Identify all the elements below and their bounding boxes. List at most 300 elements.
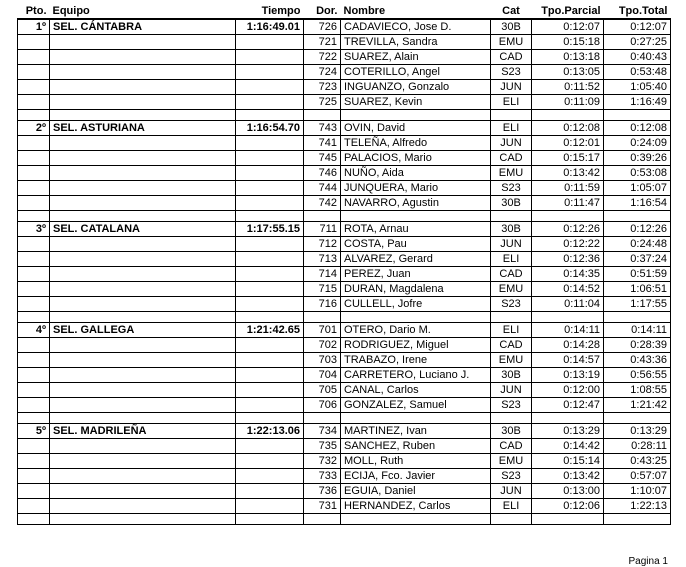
cell-cat: S23 (491, 469, 532, 484)
cell-parcial: 0:11:04 (532, 297, 604, 312)
cell-equipo (50, 237, 236, 252)
cell-total: 1:05:07 (604, 181, 671, 196)
runner-row (18, 237, 671, 252)
spacer-cell (236, 514, 304, 525)
cell-pto (18, 439, 50, 454)
cell-nombre: ECIJA, Fco. Javier (341, 469, 491, 484)
cell-dor: 701 (304, 323, 341, 338)
runner-row (18, 398, 671, 413)
cell-parcial: 0:13:19 (532, 368, 604, 383)
cell-nombre: ALVAREZ, Gerard (341, 252, 491, 267)
cell-nombre: OVIN, David (341, 121, 491, 136)
cell-nombre: COSTA, Pau (341, 237, 491, 252)
cell-equipo (50, 398, 236, 413)
spacer-cell (304, 413, 341, 424)
cell-dor: 716 (304, 297, 341, 312)
cell-equipo (50, 267, 236, 282)
cell-nombre: TELEÑA, Alfredo (341, 136, 491, 151)
header-row (18, 4, 671, 19)
cell-total: 0:53:48 (604, 65, 671, 80)
cell-tiempo (236, 65, 304, 80)
cell-cat: EMU (491, 353, 532, 368)
cell-parcial: 0:11:52 (532, 80, 604, 95)
cell-dor: 734 (304, 424, 341, 439)
header-equipo: Equipo (50, 4, 236, 19)
cell-cat: S23 (491, 398, 532, 413)
cell-pto (18, 65, 50, 80)
cell-parcial: 0:15:18 (532, 35, 604, 50)
cell-tiempo: 1:22:13.06 (236, 424, 304, 439)
page-number: Pagina 1 (628, 556, 668, 567)
cell-dor: 715 (304, 282, 341, 297)
cell-tiempo (236, 368, 304, 383)
header-nombre: Nombre (341, 4, 491, 19)
spacer-cell (532, 413, 604, 424)
cell-dor: 712 (304, 237, 341, 252)
cell-nombre: MARTINEZ, Ivan (341, 424, 491, 439)
spacer-cell (341, 211, 491, 222)
cell-pto (18, 267, 50, 282)
runner-row (18, 166, 671, 181)
cell-cat: ELI (491, 499, 532, 514)
spacer-cell (491, 514, 532, 525)
cell-dor: 722 (304, 50, 341, 65)
header-dor: Dor. (304, 4, 341, 19)
cell-tiempo (236, 282, 304, 297)
cell-total: 0:43:36 (604, 353, 671, 368)
cell-equipo: SEL. CATALANA (50, 222, 236, 237)
cell-pto (18, 282, 50, 297)
runner-row (18, 35, 671, 50)
cell-cat: ELI (491, 252, 532, 267)
cell-nombre: CADAVIECO, Jose D. (341, 19, 491, 35)
cell-total: 0:12:07 (604, 19, 671, 35)
cell-pto (18, 80, 50, 95)
cell-dor: 732 (304, 454, 341, 469)
cell-cat: EMU (491, 454, 532, 469)
cell-nombre: MOLL, Ruth (341, 454, 491, 469)
cell-tiempo (236, 50, 304, 65)
cell-nombre: SUAREZ, Kevin (341, 95, 491, 110)
cell-equipo (50, 338, 236, 353)
cell-pto (18, 353, 50, 368)
spacer-cell (18, 514, 50, 525)
cell-cat: EMU (491, 35, 532, 50)
runner-row (18, 439, 671, 454)
spacer-cell (532, 110, 604, 121)
runner-row (18, 50, 671, 65)
cell-pto (18, 196, 50, 211)
spacer-cell (491, 312, 532, 323)
cell-parcial: 0:13:18 (532, 50, 604, 65)
cell-pto (18, 484, 50, 499)
spacer-cell (604, 110, 671, 121)
cell-nombre: PALACIOS, Mario (341, 151, 491, 166)
cell-equipo (50, 35, 236, 50)
cell-cat: 30B (491, 19, 532, 35)
cell-parcial: 0:12:22 (532, 237, 604, 252)
cell-parcial: 0:11:59 (532, 181, 604, 196)
cell-dor: 736 (304, 484, 341, 499)
cell-total: 0:12:08 (604, 121, 671, 136)
cell-tiempo (236, 267, 304, 282)
cell-tiempo (236, 237, 304, 252)
cell-pto (18, 95, 50, 110)
cell-pto: 5º (18, 424, 50, 439)
cell-tiempo (236, 454, 304, 469)
spacer-cell (236, 312, 304, 323)
cell-total: 0:13:29 (604, 424, 671, 439)
cell-pto: 2º (18, 121, 50, 136)
cell-pto (18, 252, 50, 267)
cell-nombre: DURAN, Magdalena (341, 282, 491, 297)
runner-row (18, 297, 671, 312)
cell-cat: S23 (491, 181, 532, 196)
spacer-cell (604, 514, 671, 525)
spacer-cell (236, 110, 304, 121)
cell-total: 1:10:07 (604, 484, 671, 499)
spacer-cell (491, 413, 532, 424)
runner-row (18, 353, 671, 368)
cell-dor: 733 (304, 469, 341, 484)
spacer-cell (50, 211, 236, 222)
cell-parcial: 0:11:47 (532, 196, 604, 211)
spacer-cell (18, 211, 50, 222)
runner-row (18, 368, 671, 383)
cell-tiempo (236, 166, 304, 181)
cell-tiempo (236, 35, 304, 50)
cell-dor: 725 (304, 95, 341, 110)
team-results-table (17, 4, 671, 525)
cell-total: 0:14:11 (604, 323, 671, 338)
cell-cat: JUN (491, 383, 532, 398)
cell-cat: JUN (491, 80, 532, 95)
cell-pto (18, 166, 50, 181)
cell-cat: EMU (491, 282, 532, 297)
spacer-row (18, 413, 671, 424)
cell-tiempo: 1:16:54.70 (236, 121, 304, 136)
cell-cat: ELI (491, 323, 532, 338)
cell-equipo (50, 297, 236, 312)
cell-tiempo (236, 80, 304, 95)
cell-parcial: 0:15:17 (532, 151, 604, 166)
cell-pto (18, 368, 50, 383)
runner-row (18, 222, 671, 237)
cell-parcial: 0:14:52 (532, 282, 604, 297)
cell-nombre: TREVILLA, Sandra (341, 35, 491, 50)
cell-equipo: SEL. ASTURIANA (50, 121, 236, 136)
cell-nombre: HERNANDEZ, Carlos (341, 499, 491, 514)
cell-cat: CAD (491, 50, 532, 65)
cell-parcial: 0:14:11 (532, 323, 604, 338)
spacer-cell (236, 413, 304, 424)
cell-equipo (50, 353, 236, 368)
cell-equipo (50, 383, 236, 398)
cell-cat: CAD (491, 151, 532, 166)
runner-row (18, 95, 671, 110)
cell-total: 0:24:09 (604, 136, 671, 151)
cell-parcial: 0:12:06 (532, 499, 604, 514)
cell-pto (18, 35, 50, 50)
cell-total: 0:56:55 (604, 368, 671, 383)
spacer-cell (532, 312, 604, 323)
runner-row (18, 181, 671, 196)
cell-total: 0:51:59 (604, 267, 671, 282)
runner-row (18, 323, 671, 338)
cell-nombre: NAVARRO, Agustin (341, 196, 491, 211)
cell-parcial: 0:11:09 (532, 95, 604, 110)
spacer-cell (341, 312, 491, 323)
cell-equipo (50, 454, 236, 469)
cell-equipo (50, 196, 236, 211)
header-pto: Pto. (18, 4, 50, 19)
cell-equipo (50, 499, 236, 514)
cell-equipo (50, 439, 236, 454)
cell-tiempo (236, 252, 304, 267)
cell-tiempo: 1:16:49.01 (236, 19, 304, 35)
cell-tiempo (236, 95, 304, 110)
runner-row (18, 252, 671, 267)
results-sheet (17, 4, 671, 525)
cell-cat: JUN (491, 136, 532, 151)
cell-tiempo: 1:17:55.15 (236, 222, 304, 237)
cell-equipo (50, 368, 236, 383)
cell-pto (18, 398, 50, 413)
cell-nombre: TRABAZO, Irene (341, 353, 491, 368)
spacer-cell (341, 413, 491, 424)
cell-parcial: 0:14:57 (532, 353, 604, 368)
cell-parcial: 0:12:47 (532, 398, 604, 413)
cell-total: 1:17:55 (604, 297, 671, 312)
cell-nombre: COTERILLO, Angel (341, 65, 491, 80)
cell-pto: 3º (18, 222, 50, 237)
cell-cat: CAD (491, 439, 532, 454)
cell-cat: 30B (491, 222, 532, 237)
spacer-cell (18, 110, 50, 121)
cell-nombre: SANCHEZ, Ruben (341, 439, 491, 454)
cell-parcial: 0:13:05 (532, 65, 604, 80)
cell-tiempo (236, 383, 304, 398)
spacer-cell (18, 413, 50, 424)
cell-pto (18, 136, 50, 151)
cell-dor: 743 (304, 121, 341, 136)
cell-parcial: 0:14:28 (532, 338, 604, 353)
cell-parcial: 0:12:08 (532, 121, 604, 136)
cell-parcial: 0:12:01 (532, 136, 604, 151)
cell-total: 0:40:43 (604, 50, 671, 65)
cell-equipo: SEL. GALLEGA (50, 323, 236, 338)
cell-total: 0:39:26 (604, 151, 671, 166)
cell-parcial: 0:12:36 (532, 252, 604, 267)
cell-pto (18, 297, 50, 312)
runner-row (18, 196, 671, 211)
cell-cat: S23 (491, 65, 532, 80)
cell-dor: 703 (304, 353, 341, 368)
cell-dor: 742 (304, 196, 341, 211)
cell-dor: 731 (304, 499, 341, 514)
cell-dor: 724 (304, 65, 341, 80)
cell-equipo (50, 151, 236, 166)
cell-tiempo: 1:21:42.65 (236, 323, 304, 338)
cell-total: 0:24:48 (604, 237, 671, 252)
cell-nombre: EGUIA, Daniel (341, 484, 491, 499)
cell-tiempo (236, 469, 304, 484)
cell-pto (18, 469, 50, 484)
cell-dor: 705 (304, 383, 341, 398)
cell-cat: ELI (491, 121, 532, 136)
runner-row (18, 383, 671, 398)
spacer-cell (50, 413, 236, 424)
cell-parcial: 0:12:26 (532, 222, 604, 237)
cell-equipo (50, 252, 236, 267)
runner-row (18, 484, 671, 499)
cell-tiempo (236, 297, 304, 312)
cell-tiempo (236, 196, 304, 211)
cell-dor: 735 (304, 439, 341, 454)
cell-parcial: 0:12:00 (532, 383, 604, 398)
header-parcial: Tpo.Parcial (532, 4, 604, 19)
cell-cat: ELI (491, 95, 532, 110)
spacer-cell (341, 514, 491, 525)
cell-cat: 30B (491, 196, 532, 211)
cell-equipo (50, 65, 236, 80)
runner-row (18, 499, 671, 514)
cell-cat: 30B (491, 424, 532, 439)
cell-cat: EMU (491, 166, 532, 181)
spacer-row (18, 211, 671, 222)
cell-dor: 741 (304, 136, 341, 151)
spacer-cell (236, 211, 304, 222)
cell-pto: 1º (18, 19, 50, 35)
header-tiempo: Tiempo (236, 4, 304, 19)
cell-dor: 704 (304, 368, 341, 383)
spacer-row (18, 312, 671, 323)
cell-total: 0:27:25 (604, 35, 671, 50)
cell-tiempo (236, 439, 304, 454)
cell-dor: 726 (304, 19, 341, 35)
cell-nombre: CARRETERO, Luciano J. (341, 368, 491, 383)
cell-tiempo (236, 353, 304, 368)
runner-row (18, 121, 671, 136)
cell-equipo: SEL. MADRILEÑA (50, 424, 236, 439)
cell-tiempo (236, 499, 304, 514)
cell-equipo (50, 80, 236, 95)
cell-dor: 706 (304, 398, 341, 413)
cell-dor: 713 (304, 252, 341, 267)
cell-total: 0:28:39 (604, 338, 671, 353)
cell-pto (18, 50, 50, 65)
runner-row (18, 65, 671, 80)
cell-parcial: 0:13:29 (532, 424, 604, 439)
cell-equipo (50, 50, 236, 65)
cell-cat: 30B (491, 368, 532, 383)
cell-cat: JUN (491, 237, 532, 252)
cell-tiempo (236, 484, 304, 499)
spacer-cell (604, 413, 671, 424)
spacer-cell (341, 110, 491, 121)
cell-nombre: OTERO, Dario M. (341, 323, 491, 338)
cell-parcial: 0:13:42 (532, 469, 604, 484)
cell-dor: 744 (304, 181, 341, 196)
cell-parcial: 0:13:42 (532, 166, 604, 181)
runner-row (18, 267, 671, 282)
cell-equipo (50, 469, 236, 484)
cell-total: 0:57:07 (604, 469, 671, 484)
spacer-cell (50, 110, 236, 121)
spacer-cell (304, 514, 341, 525)
spacer-cell (532, 514, 604, 525)
spacer-row (18, 110, 671, 121)
cell-dor: 745 (304, 151, 341, 166)
cell-total: 1:06:51 (604, 282, 671, 297)
header-total: Tpo.Total (604, 4, 671, 19)
cell-total: 0:37:24 (604, 252, 671, 267)
runner-row (18, 19, 671, 35)
spacer-cell (304, 211, 341, 222)
cell-tiempo (236, 151, 304, 166)
cell-parcial: 0:14:42 (532, 439, 604, 454)
cell-pto (18, 181, 50, 196)
cell-nombre: SUAREZ, Alain (341, 50, 491, 65)
header-cat: Cat (491, 4, 532, 19)
cell-pto (18, 383, 50, 398)
cell-total: 1:16:49 (604, 95, 671, 110)
cell-cat: JUN (491, 484, 532, 499)
cell-nombre: INGUANZO, Gonzalo (341, 80, 491, 95)
runner-row (18, 424, 671, 439)
cell-total: 1:05:40 (604, 80, 671, 95)
cell-dor: 746 (304, 166, 341, 181)
cell-cat: S23 (491, 297, 532, 312)
cell-tiempo (236, 338, 304, 353)
runner-row (18, 469, 671, 484)
cell-tiempo (236, 136, 304, 151)
cell-total: 0:28:11 (604, 439, 671, 454)
cell-nombre: CANAL, Carlos (341, 383, 491, 398)
cell-equipo (50, 95, 236, 110)
cell-equipo (50, 136, 236, 151)
spacer-row (18, 514, 671, 525)
spacer-cell (604, 211, 671, 222)
cell-equipo (50, 181, 236, 196)
spacer-cell (304, 110, 341, 121)
cell-tiempo (236, 398, 304, 413)
cell-equipo (50, 282, 236, 297)
cell-cat: CAD (491, 267, 532, 282)
cell-total: 0:43:25 (604, 454, 671, 469)
cell-nombre: ROTA, Arnau (341, 222, 491, 237)
cell-dor: 721 (304, 35, 341, 50)
cell-nombre: RODRIGUEZ, Miguel (341, 338, 491, 353)
cell-tiempo (236, 181, 304, 196)
spacer-cell (491, 110, 532, 121)
runner-row (18, 338, 671, 353)
cell-pto (18, 499, 50, 514)
spacer-cell (532, 211, 604, 222)
cell-total: 0:53:08 (604, 166, 671, 181)
cell-parcial: 0:14:35 (532, 267, 604, 282)
spacer-cell (304, 312, 341, 323)
cell-equipo (50, 166, 236, 181)
spacer-cell (50, 312, 236, 323)
runner-row (18, 151, 671, 166)
cell-pto: 4º (18, 323, 50, 338)
cell-total: 1:08:55 (604, 383, 671, 398)
cell-pto (18, 237, 50, 252)
spacer-cell (604, 312, 671, 323)
cell-total: 1:22:13 (604, 499, 671, 514)
cell-pto (18, 338, 50, 353)
